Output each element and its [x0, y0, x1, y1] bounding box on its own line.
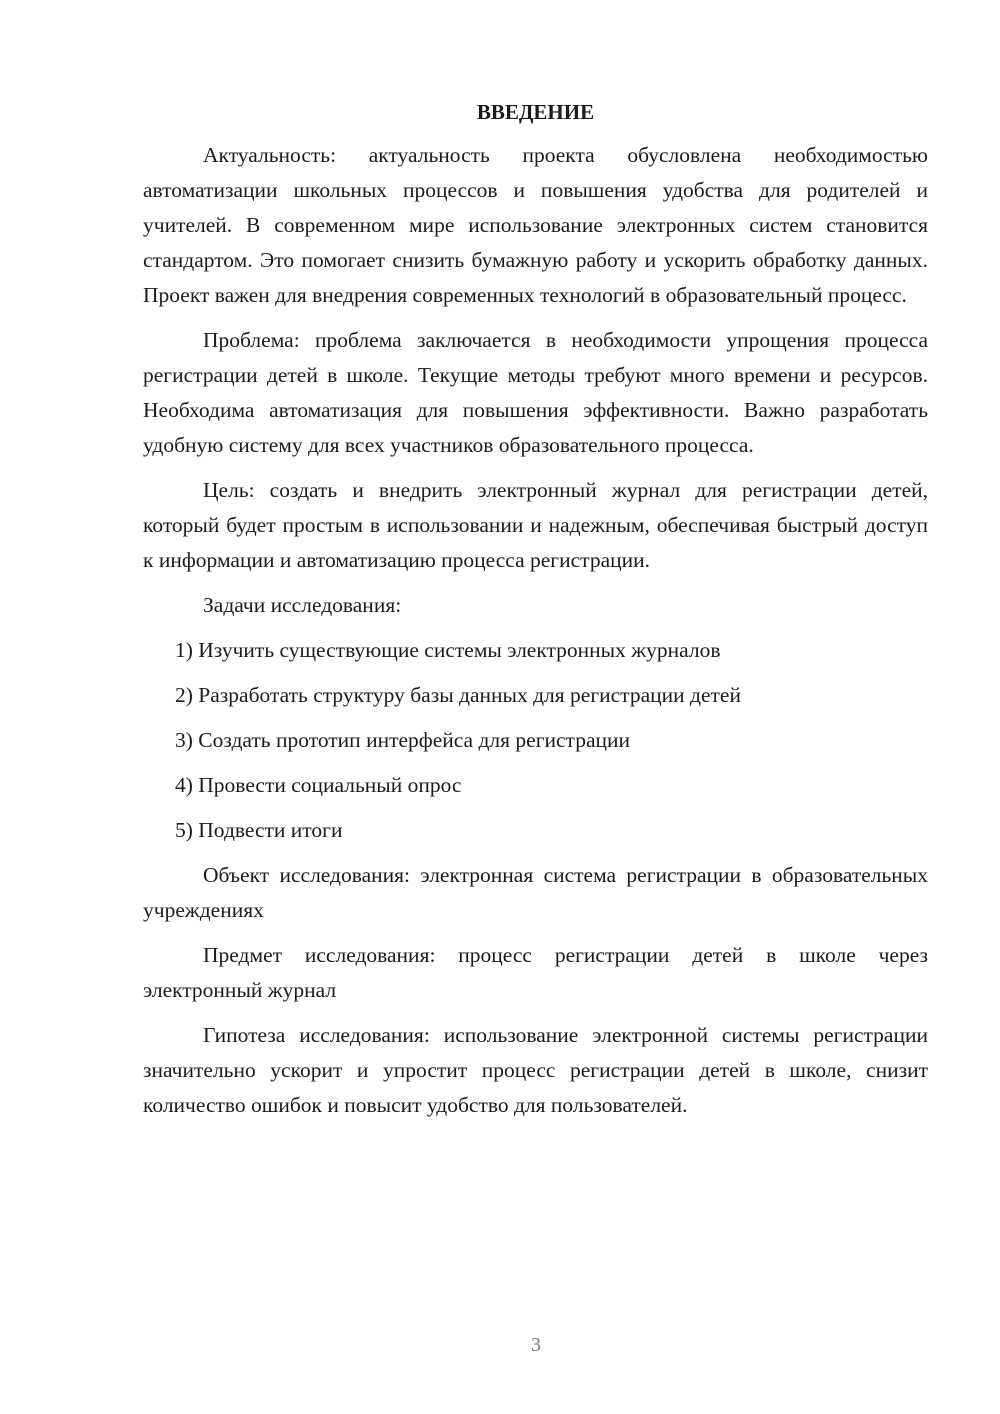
subject-paragraph: Предмет исследования: процесс регистрации детей в школе через электронный журнал — [143, 943, 928, 1002]
hypothesis-paragraph: Гипотеза исследования: использование электронной системы регистрации значительно ускорит и упростит процесс регистрации детей в школе, снизит количество ошибок и повысит удобство для пользователей. — [143, 1023, 928, 1117]
page-content — [143, 94, 928, 1133]
task-item: 2) Разработать структуру базы данных для регистрации детей — [175, 683, 741, 707]
task-item: 5) Подвести итоги — [175, 818, 343, 842]
object-paragraph: Объект исследования: электронная система регистрации в образовательных учреждениях — [143, 863, 928, 922]
section-heading: ВВЕДЕНИЕ — [476, 100, 595, 124]
page-number: 3 — [531, 1334, 541, 1356]
relevance-paragraph: Актуальность: актуальность проекта обусловлена необходимостью автоматизации школьных процессов и повышения удобства для родителей и учителей. В современном мире использование электронных систем становится стандартом. Это помогает снизить бумажную работу и ускорить обработку данных. Проект важен для внедрения современных технологий в образовательный процесс. — [143, 143, 928, 307]
task-item: 3) Создать прототип интерфейса для регистрации — [175, 728, 631, 752]
problem-paragraph: Проблема: проблема заключается в необходимости упрощения процесса регистрации детей в школе. Текущие методы требуют много времени и ресурсов. Необходима автоматизация для повышения эффективности. Важно разработать удобную систему для всех участников образовательного процесса. — [143, 328, 928, 457]
tasks-list — [143, 633, 928, 848]
task-item: 1) Изучить существующие системы электронных журналов — [175, 638, 721, 662]
task-item: 4) Провести социальный опрос — [175, 773, 462, 797]
goal-paragraph: Цель: создать и внедрить электронный журнал для регистрации детей, который будет простым в использовании и надежным, обеспечивая быстрый доступ к информации и автоматизацию процесса регистрации. — [143, 478, 928, 572]
tasks-title: Задачи исследования: — [203, 593, 402, 617]
